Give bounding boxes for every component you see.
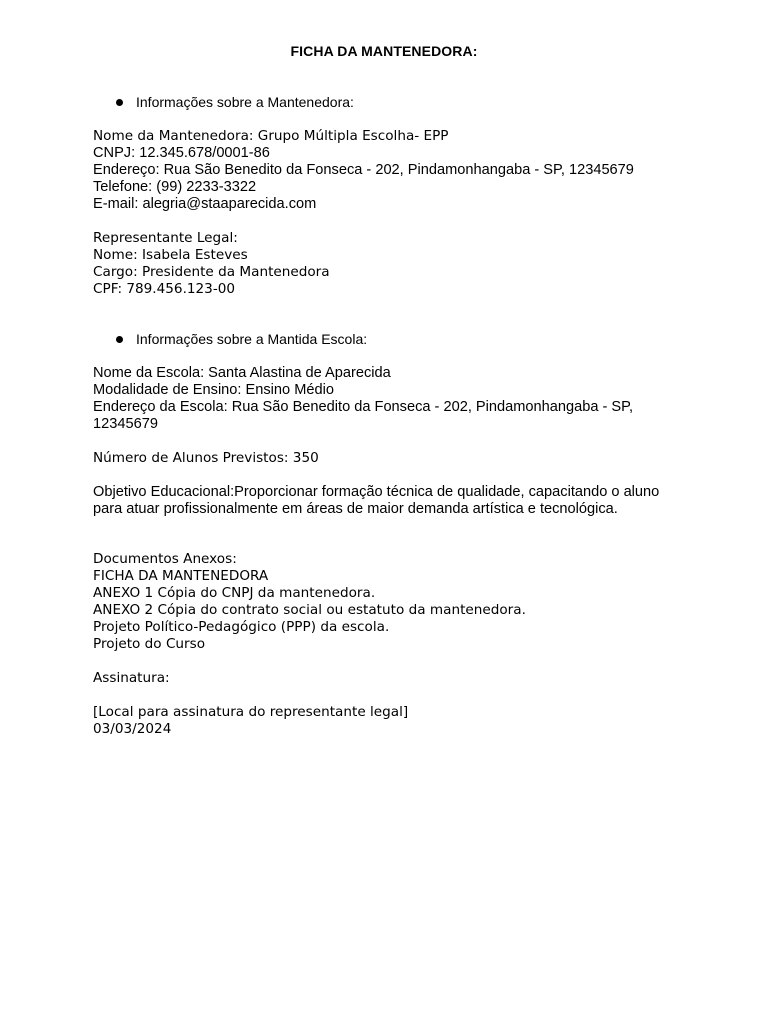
section-heading-escola (116, 331, 367, 348)
mantenedora-name: Nome da Mantenedora: Grupo Múltipla Escolha- EPP (93, 128, 449, 144)
bullet-icon (116, 99, 123, 106)
school-objective (93, 484, 665, 518)
representative-role: Cargo: Presidente da Mantenedora (93, 264, 330, 280)
annex-item: ANEXO 1 Cópia do CNPJ da mantenedora. (93, 585, 376, 601)
representative-heading: Representante Legal: (93, 230, 238, 246)
mantenedora-phone: Telefone: (99) 2233-3322 (93, 179, 257, 195)
school-modality: Modalidade de Ensino: Ensino Médio (93, 382, 334, 398)
mantenedora-address: Endereço: Rua São Benedito da Fonseca - 202, Pindamonhangaba - SP, 12345679 (93, 162, 634, 178)
annex-item: ANEXO 2 Cópia do contrato social ou estatuto da mantenedora. (93, 602, 526, 618)
document-title: FICHA DA MANTENEDORA: (290, 43, 478, 59)
signature-label: Assinatura: (93, 670, 170, 686)
legal-representative (93, 230, 683, 298)
representative-cpf: CPF: 789.456.123-00 (93, 281, 236, 297)
signature-date: 03/03/2024 (93, 721, 172, 737)
signature-placeholder: [Local para assinatura do representante legal] (93, 704, 409, 720)
annexes-heading: Documentos Anexos: (93, 551, 237, 567)
section-heading-label: Informações sobre a Mantenedora: (136, 94, 354, 110)
signature-area (93, 704, 683, 738)
school-info (93, 365, 683, 433)
annexes-list (93, 551, 683, 653)
bullet-icon (116, 336, 123, 343)
mantenedora-email: E-mail: alegria@staaparecida.com (93, 196, 317, 212)
section-heading-label: Informações sobre a Mantida Escola: (136, 331, 368, 347)
objective-text: Objetivo Educacional:Proporcionar formação técnica de qualidade, capacitando o aluno para atuar profissionalmente em áreas de maior demanda artística e tecnológica. (93, 484, 660, 517)
mantenedora-info (93, 128, 683, 213)
annex-item: Projeto do Curso (93, 636, 206, 652)
representative-name: Nome: Isabela Esteves (93, 247, 248, 263)
annex-item: FICHA DA MANTENEDORA (93, 568, 269, 584)
annex-item: Projeto Político-Pedagógico (PPP) da escola. (93, 619, 390, 635)
school-students: Número de Alunos Previstos: 350 (93, 450, 319, 466)
mantenedora-cnpj: CNPJ: 12.345.678/0001-86 (93, 145, 270, 161)
section-heading-mantenedora (116, 94, 354, 111)
school-address: Endereço da Escola: Rua São Benedito da Fonseca - 202, Pindamonhangaba - SP, 12345679 (93, 399, 634, 432)
school-name: Nome da Escola: Santa Alastina de Aparecida (93, 365, 391, 381)
